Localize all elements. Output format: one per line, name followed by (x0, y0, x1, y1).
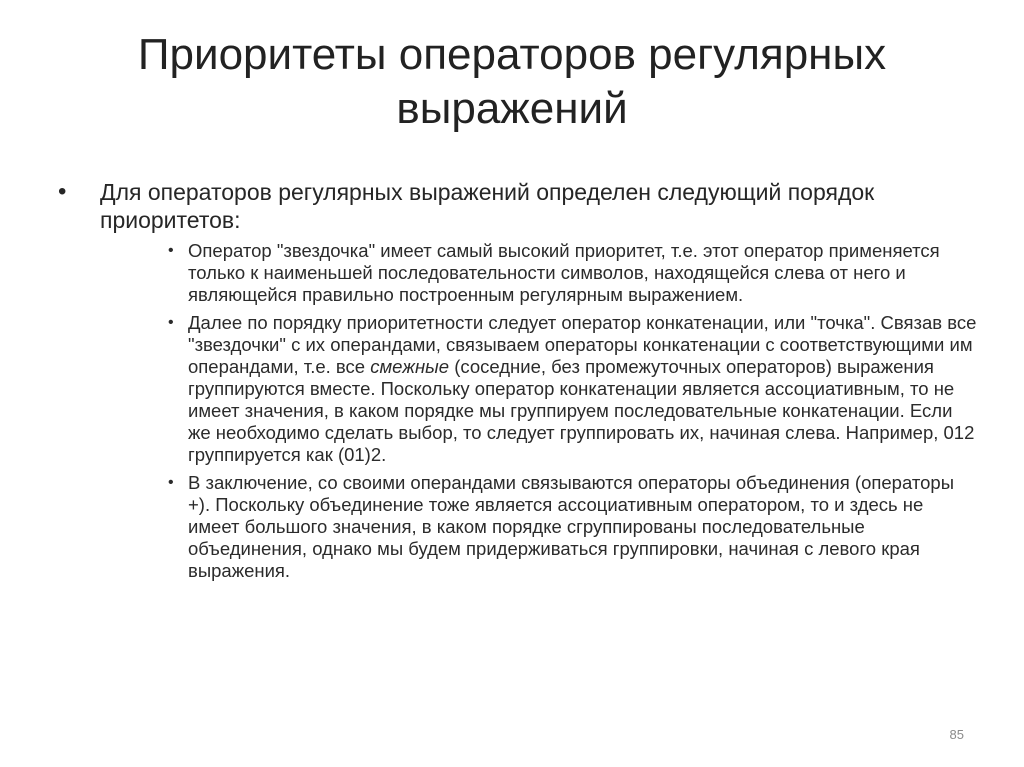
sub-bullet-point (168, 312, 978, 466)
sub-bullet-text-part: (соседние, без промежуточных операторов) выражения группируются вместе. Поскольку оператор конкатенации является ассоциативным, то не имеет значения, в каком порядке мы группируем последовательные конкатенации. Если же необходимо сделать выбор, то следует группировать их, начиная слева. Например, 012 группируется как (01)2. (188, 356, 975, 465)
emphasized-term: смежные (370, 356, 450, 377)
sub-bullet-text: Оператор "звездочка" имеет самый высокий приоритет, т.е. этот оператор применяется только к наименьшей последовательности символов, находящейся слева от него и являющейся правильно построенным регулярным выражением. (188, 240, 940, 305)
bullet-icon: • (58, 178, 67, 205)
bullet-icon: • (168, 314, 174, 331)
sub-bullet-list (58, 240, 978, 582)
sub-bullet-text: В заключение, со своими операндами связываются операторы объединения (операторы +). Поскольку объединение тоже является ассоциативным оператором, то и здесь не имеет большого значения, в каком порядке сгруппированы последовательные объединения, однако мы будем придерживаться группировки, начиная с левого края выражения. (188, 472, 954, 581)
main-bullet-point (58, 178, 978, 234)
bullet-icon: • (168, 474, 174, 491)
sub-bullet-point (168, 240, 978, 306)
sub-bullet-point (168, 472, 978, 582)
sub-bullet-text-part: Далее по порядку приоритетности следует оператор конкатенации, или "точка". Связав все "звездочки" с их операндами, связываем операторы конкатенации с соответствующими им операндами, т.е. все (188, 312, 977, 377)
slide-content (58, 178, 978, 588)
bullet-icon: • (168, 242, 174, 259)
page-number: 85 (949, 727, 964, 742)
slide-title: Приоритеты операторов регулярных выражений (137, 30, 887, 133)
main-bullet-text: Для операторов регулярных выражений определен следующий порядок приоритетов: (100, 179, 875, 233)
